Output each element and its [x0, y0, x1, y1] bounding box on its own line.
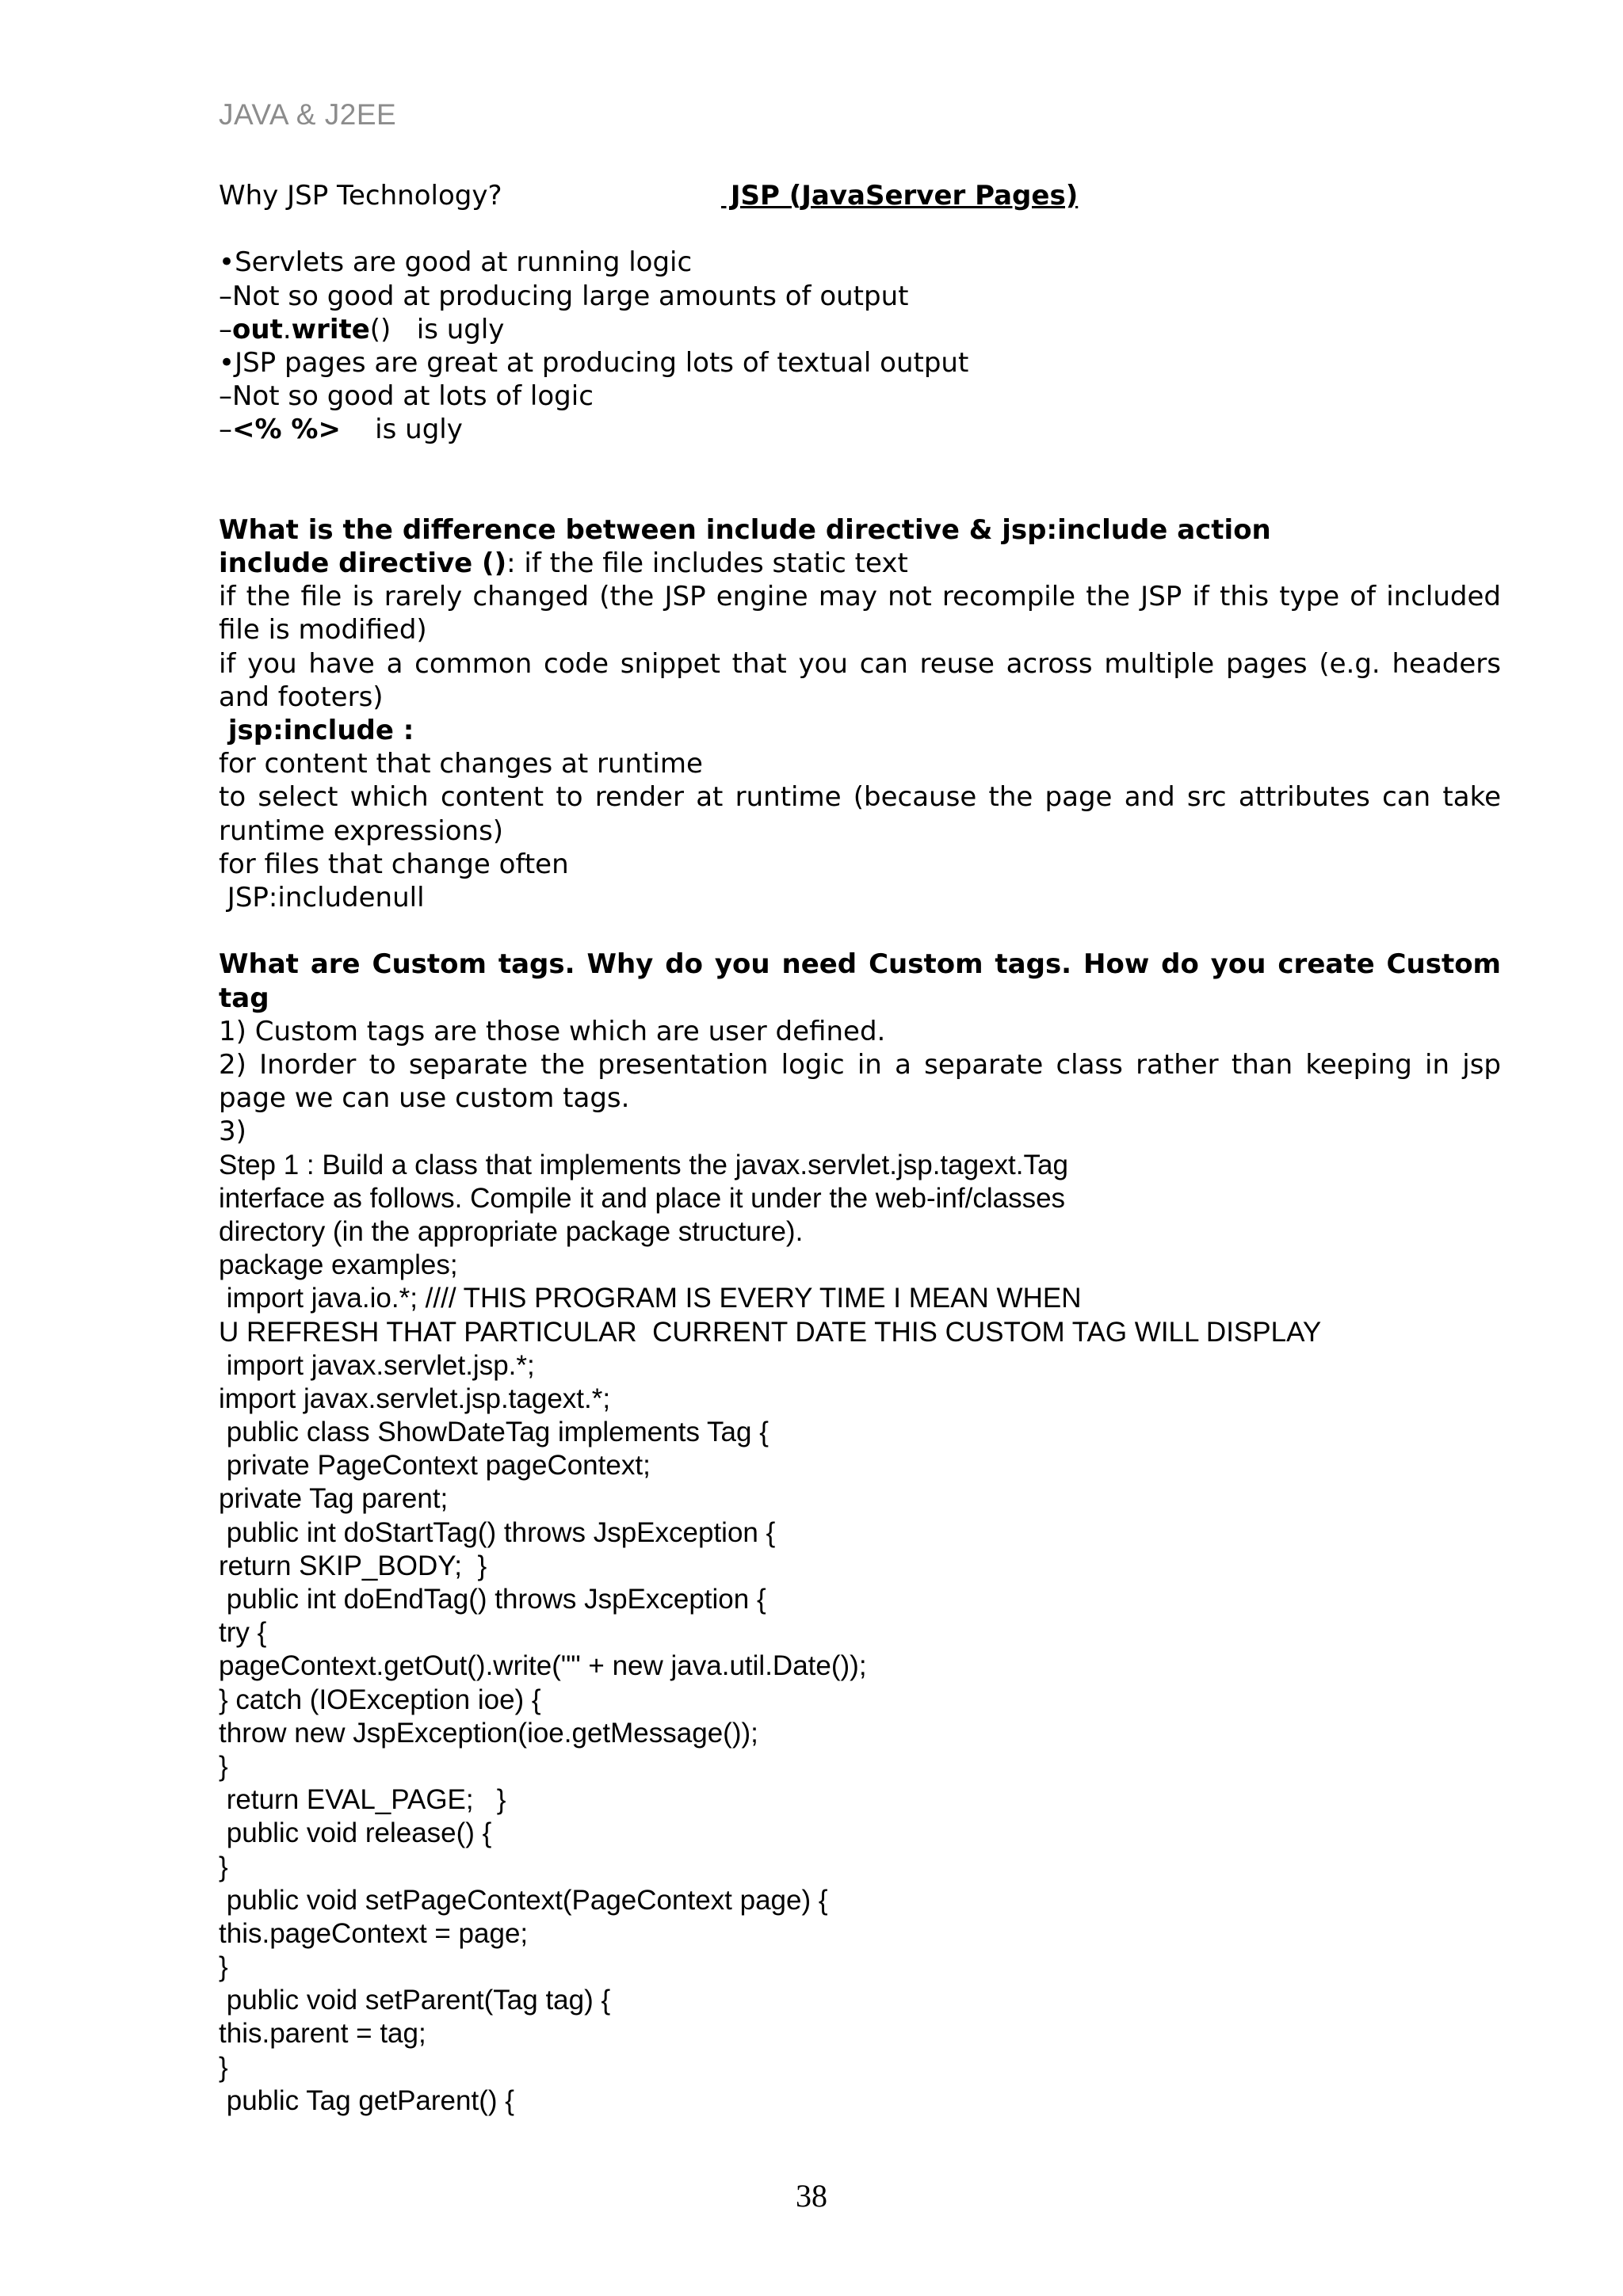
- bullet-marker: –: [219, 313, 232, 345]
- running-header: JAVA & J2EE: [219, 98, 397, 131]
- bullet-text: Not so good at producing large amounts of output: [232, 280, 909, 312]
- code-line: directory (in the appropriate package structure).: [219, 1215, 804, 1247]
- page-number: 38: [796, 2178, 827, 2214]
- bullet-text: JSP pages are great at producing lots of textual output: [235, 346, 969, 379]
- code-line: import javax.servlet.jsp.tagext.*;: [219, 1383, 611, 1414]
- list-item: 1) Custom tags are those which are user defined.: [219, 1015, 886, 1047]
- code-line: }: [219, 1851, 228, 1882]
- code-line: public class ShowDateTag implements Tag {: [219, 1417, 769, 1448]
- code-line: U REFRESH THAT PARTICULAR CURRENT DATE THIS CUSTOM TAG WILL DISPLAY: [219, 1316, 1322, 1348]
- code-line: return SKIP_BODY; }: [219, 1550, 487, 1581]
- code-line: this.pageContext = page;: [219, 1917, 529, 1949]
- intro-bullet: [219, 280, 1501, 313]
- code-line: package examples;: [219, 1249, 458, 1281]
- section-heading-custom-tags: What are Custom tags. Why do you need Custom tags. How do you create Custom tag: [219, 948, 1501, 1014]
- code-line: public void setParent(Tag tag) {: [219, 1985, 611, 2016]
- bullet-text: () is ugly: [369, 313, 505, 345]
- bullet-marker: •: [219, 346, 235, 379]
- paragraph: for files that change often: [219, 848, 569, 880]
- code-line: throw new JspException(ioe.getMessage());: [219, 1717, 758, 1749]
- intro-question: Why JSP Technology?: [219, 180, 502, 212]
- paragraph: JSP:includenull: [219, 882, 425, 914]
- code-line: }: [219, 1750, 228, 1782]
- paragraph: if you have a common code snippet that you can reuse across multiple pages (e.g. headers and footers): [219, 647, 1501, 713]
- code-line: import javax.servlet.jsp.*;: [219, 1349, 535, 1381]
- intro-bullet: [219, 313, 1501, 346]
- code-line: public void release() {: [219, 1817, 492, 1849]
- list-item: 2) Inorder to separate the presentation logic in a separate class rather than keeping in jsp page we can use custom tags.: [219, 1049, 1501, 1115]
- code-line: }: [219, 2051, 228, 2083]
- code-line: public Tag getParent() {: [219, 2084, 514, 2116]
- include-directive-line: [219, 547, 1501, 580]
- intro-bullet: [219, 246, 1501, 279]
- bullet-text: .: [282, 313, 292, 345]
- code-line: pageContext.getOut().write("" + new java.util.Date());: [219, 1650, 867, 1682]
- code-line: } catch (IOException ioe) {: [219, 1684, 541, 1715]
- bullet-bold-text: write: [291, 313, 370, 345]
- code-line: private PageContext pageContext;: [219, 1450, 651, 1482]
- list-item: 3): [219, 1116, 246, 1148]
- include-directive-text: : if the file includes static text: [506, 547, 908, 580]
- code-line: import java.io.*; //// THIS PROGRAM IS EVERY TIME I MEAN WHEN: [219, 1283, 1082, 1314]
- bullet-text: is ugly: [340, 414, 463, 446]
- intro-bullet: [219, 346, 1501, 379]
- page-body: [219, 179, 1501, 2118]
- paragraph: for content that changes at runtime: [219, 748, 703, 780]
- spacer: [219, 212, 1501, 246]
- bullet-text: Not so good at lots of logic: [232, 380, 594, 413]
- code-line: private Tag parent;: [219, 1483, 449, 1515]
- section-heading-include: What is the difference between include directive & jsp:include action: [219, 513, 1271, 546]
- code-line: public int doStartTag() throws JspException {: [219, 1516, 776, 1548]
- code-line: }: [219, 1951, 228, 1983]
- intro-bullet: [219, 413, 1501, 446]
- code-listing: [219, 1149, 1501, 2118]
- jsp-include-label: jsp:include :: [219, 715, 414, 747]
- code-line: this.parent = tag;: [219, 2018, 426, 2050]
- code-line: interface as follows. Compile it and place it under the web-inf/classes: [219, 1182, 1066, 1214]
- bullet-text: Servlets are good at running logic: [235, 246, 693, 279]
- intro-bullet: [219, 379, 1501, 413]
- bullet-marker: •: [219, 246, 235, 279]
- code-line: Step 1 : Build a class that implements the javax.servlet.jsp.tagext.Tag: [219, 1149, 1068, 1180]
- bullet-bold-text: out: [232, 313, 283, 345]
- bullet-marker: –: [219, 380, 232, 413]
- spacer: [219, 914, 1501, 948]
- spacer: [219, 480, 1501, 513]
- paragraph: to select which content to render at runtime (because the page and src attributes can take runtime expressions): [219, 781, 1501, 847]
- page-title: JSP (JavaServer Pages): [721, 180, 1079, 212]
- code-line: return EVAL_PAGE; }: [219, 1784, 506, 1816]
- bullet-marker: –: [219, 414, 232, 446]
- code-line: try {: [219, 1617, 267, 1649]
- spacer: [219, 447, 1501, 480]
- code-line: public int doEndTag() throws JspException {: [219, 1584, 766, 1615]
- bullet-bold-text: <% %>: [232, 414, 341, 446]
- paragraph: if the file is rarely changed (the JSP engine may not recompile the JSP if this type of included file is modified): [219, 581, 1501, 646]
- include-directive-label: include directive (): [219, 547, 507, 580]
- bullet-marker: –: [219, 280, 232, 312]
- code-line: public void setPageContext(PageContext page) {: [219, 1884, 828, 1916]
